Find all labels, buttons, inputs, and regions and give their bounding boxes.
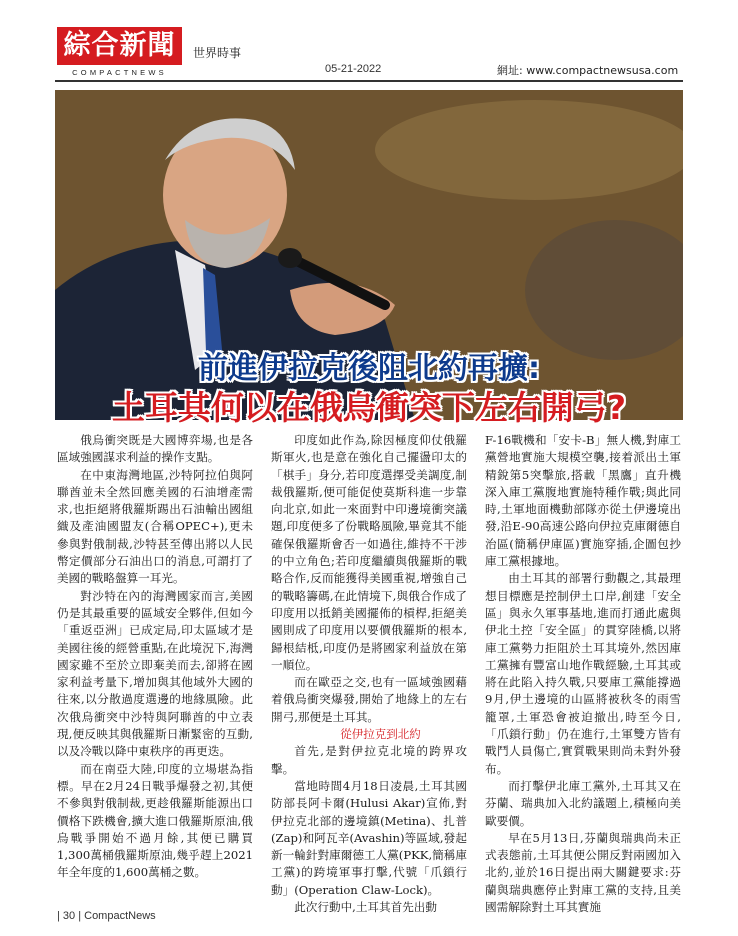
article-column-3 [485,432,681,916]
subheading: 從伊拉克到北約 [340,727,421,742]
paragraph: 而在歐亞之交,也有一區域強國藉着俄烏衝突爆發,開始了地緣上的左右開弓,那便是土耳其。 [271,675,467,724]
issue-date: 05-21-2022 [325,63,382,75]
article-column-1 [57,432,253,882]
logo-subtitle: COMPACTNEWS [72,68,167,77]
paragraph: 而在南亞大陸,印度的立場堪為指標。早在2月24日戰爭爆發之初,其便不參與對俄制裁,更趁俄羅斯能源出口價格下跌機會,擴大進口俄羅斯原油,俄烏戰爭開始不過月餘,其便已購買1,300萬桶俄羅斯原油,幾乎趕上2021年全年度的1,600萬桶之數。 [57,761,253,880]
website: 網址: www.compactnewsusa.com [497,64,679,77]
background-blur [375,100,683,200]
header-rule [55,80,683,82]
microphone-head [278,248,302,268]
paragraph: F-16戰機和「安卡-B」無人機,對庫工黨營地實施大規模空襲,接着派出土軍精銳第5突擊旅,搭載「黑鷹」直升機深入庫工黨腹地實施特種作戰;與此同時,土軍地面機動部隊亦從土伊邊境出發,沿E-90高速公路向伊拉克庫爾德自治區(簡稱伊庫區)實施穿插,企圖包抄庫工黨根據地。 [485,433,681,569]
paragraph: 而打擊伊北庫工黨外,土耳其又在芬蘭、瑞典加入北約議題上,積極向美歐要價。 [485,778,681,828]
paragraph: 當地時間4月18日凌晨,土耳其國防部長阿卡爾(Hulusi Akar)宣佈,對伊拉克北部的邊境鎮(Metina)、扎普(Zap)和阿瓦辛(Avashin)等區域,發起新一輪針對庫爾德工人黨(PKK,簡稱庫工黨)的跨境軍事打擊,代號「爪鎖行動」(Operation Claw-Lock)。 [271,778,467,897]
paragraph: 此次行動中,土耳其首先出動 [294,900,437,915]
paragraph: 早在5月13日,芬蘭與瑞典尚未正式表態前,土耳其便公開反對兩國加入北約,並於16日提出兩大關鍵要求:芬蘭與瑞典應停止對庫工黨的支持,且美國需解除對土耳其實施 [485,830,681,915]
headline-line-1: 前進伊拉克後阻北約再擴: [198,351,540,386]
paragraph: 俄烏衝突既是大國博弈場,也是各區域強國謀求利益的操作支點。 [57,433,253,465]
article-column-2 [271,432,467,916]
paragraph: 對沙特在內的海灣國家而言,美國仍是其最重要的區域安全夥伴,但如今「重返亞洲」已成定局,印太區域才是美國往後的經營重點,在此境況下,海灣國家雖不至於立即棄美而去,卻將在國家利益考量下,增加與其他域外大國的往來,以分散過度選邊的地緣風險。此次俄烏衝突中沙特與阿聯酋的中立表現,便反映其與俄羅斯日漸緊密的互動,以及冷戰以降中東秩序的再更迭。 [57,588,253,759]
logo: 綜合新聞 [57,27,182,65]
page-footer: | 30 | CompactNews [57,910,156,922]
headline-line-2: 土耳其何以在俄烏衝突下左右開弓? [111,388,627,427]
paragraph: 首先,是對伊拉克北境的跨界攻擊。 [271,744,467,776]
section-label: 世界時事 [193,46,242,60]
paragraph: 在中東海灣地區,沙特阿拉伯與阿聯酋並未全然回應美國的石油增產需求,也拒絕將俄羅斯踢出石油輸出國組織及產油國盟友(合稱OPEC+),更未參與對俄制裁,沙特甚至傳出將以人民幣定價部分石油出口的消息,可謂打了美國的戰略盤算一耳光。 [57,467,253,586]
paragraph: 由土耳其的部署行動觀之,其最理想目標應是控制伊土口岸,創建「安全區」與永久軍事基地,進而打通此處與伊北土控「安全區」的貫穿陸橋,以將庫工黨勢力拒阻於土耳其境外,然因庫工黨擁有豐富山地作戰經驗,土耳其或將在此陷入持久戰,只要庫工黨能撐過9月,伊土邊境的山區將被秋冬的雨雪籠罩,土軍恐會被迫撤出,時至今日,「爪鎖行動」仍在進行,土軍雙方皆有戰鬥人員傷亡,實質戰果則尚未對外發布。 [485,571,681,776]
paragraph: 印度如此作為,除因極度仰仗俄羅斯軍火,也是意在強化自己擺盪印太的「棋手」身分,若印度選擇受美調度,制裁俄羅斯,便可能促使莫斯科進一步靠向北京,如此一來面對中印邊境衝突議題,印度便多了份戰略風險,畢竟其不能確保俄羅斯會否一如過往,維持不干涉的中立角色;若印度繼續與俄羅斯的戰略合作,反而能獲得美國重視,增強自己的戰略籌碼,在此情境下,與俄合作成了印度用以抵銷美國擺佈的槓桿,拒絕美國則成了印度用以要價俄羅斯的根本,歸根結柢,印度仍是將國家利益放在第一順位。 [271,433,467,672]
